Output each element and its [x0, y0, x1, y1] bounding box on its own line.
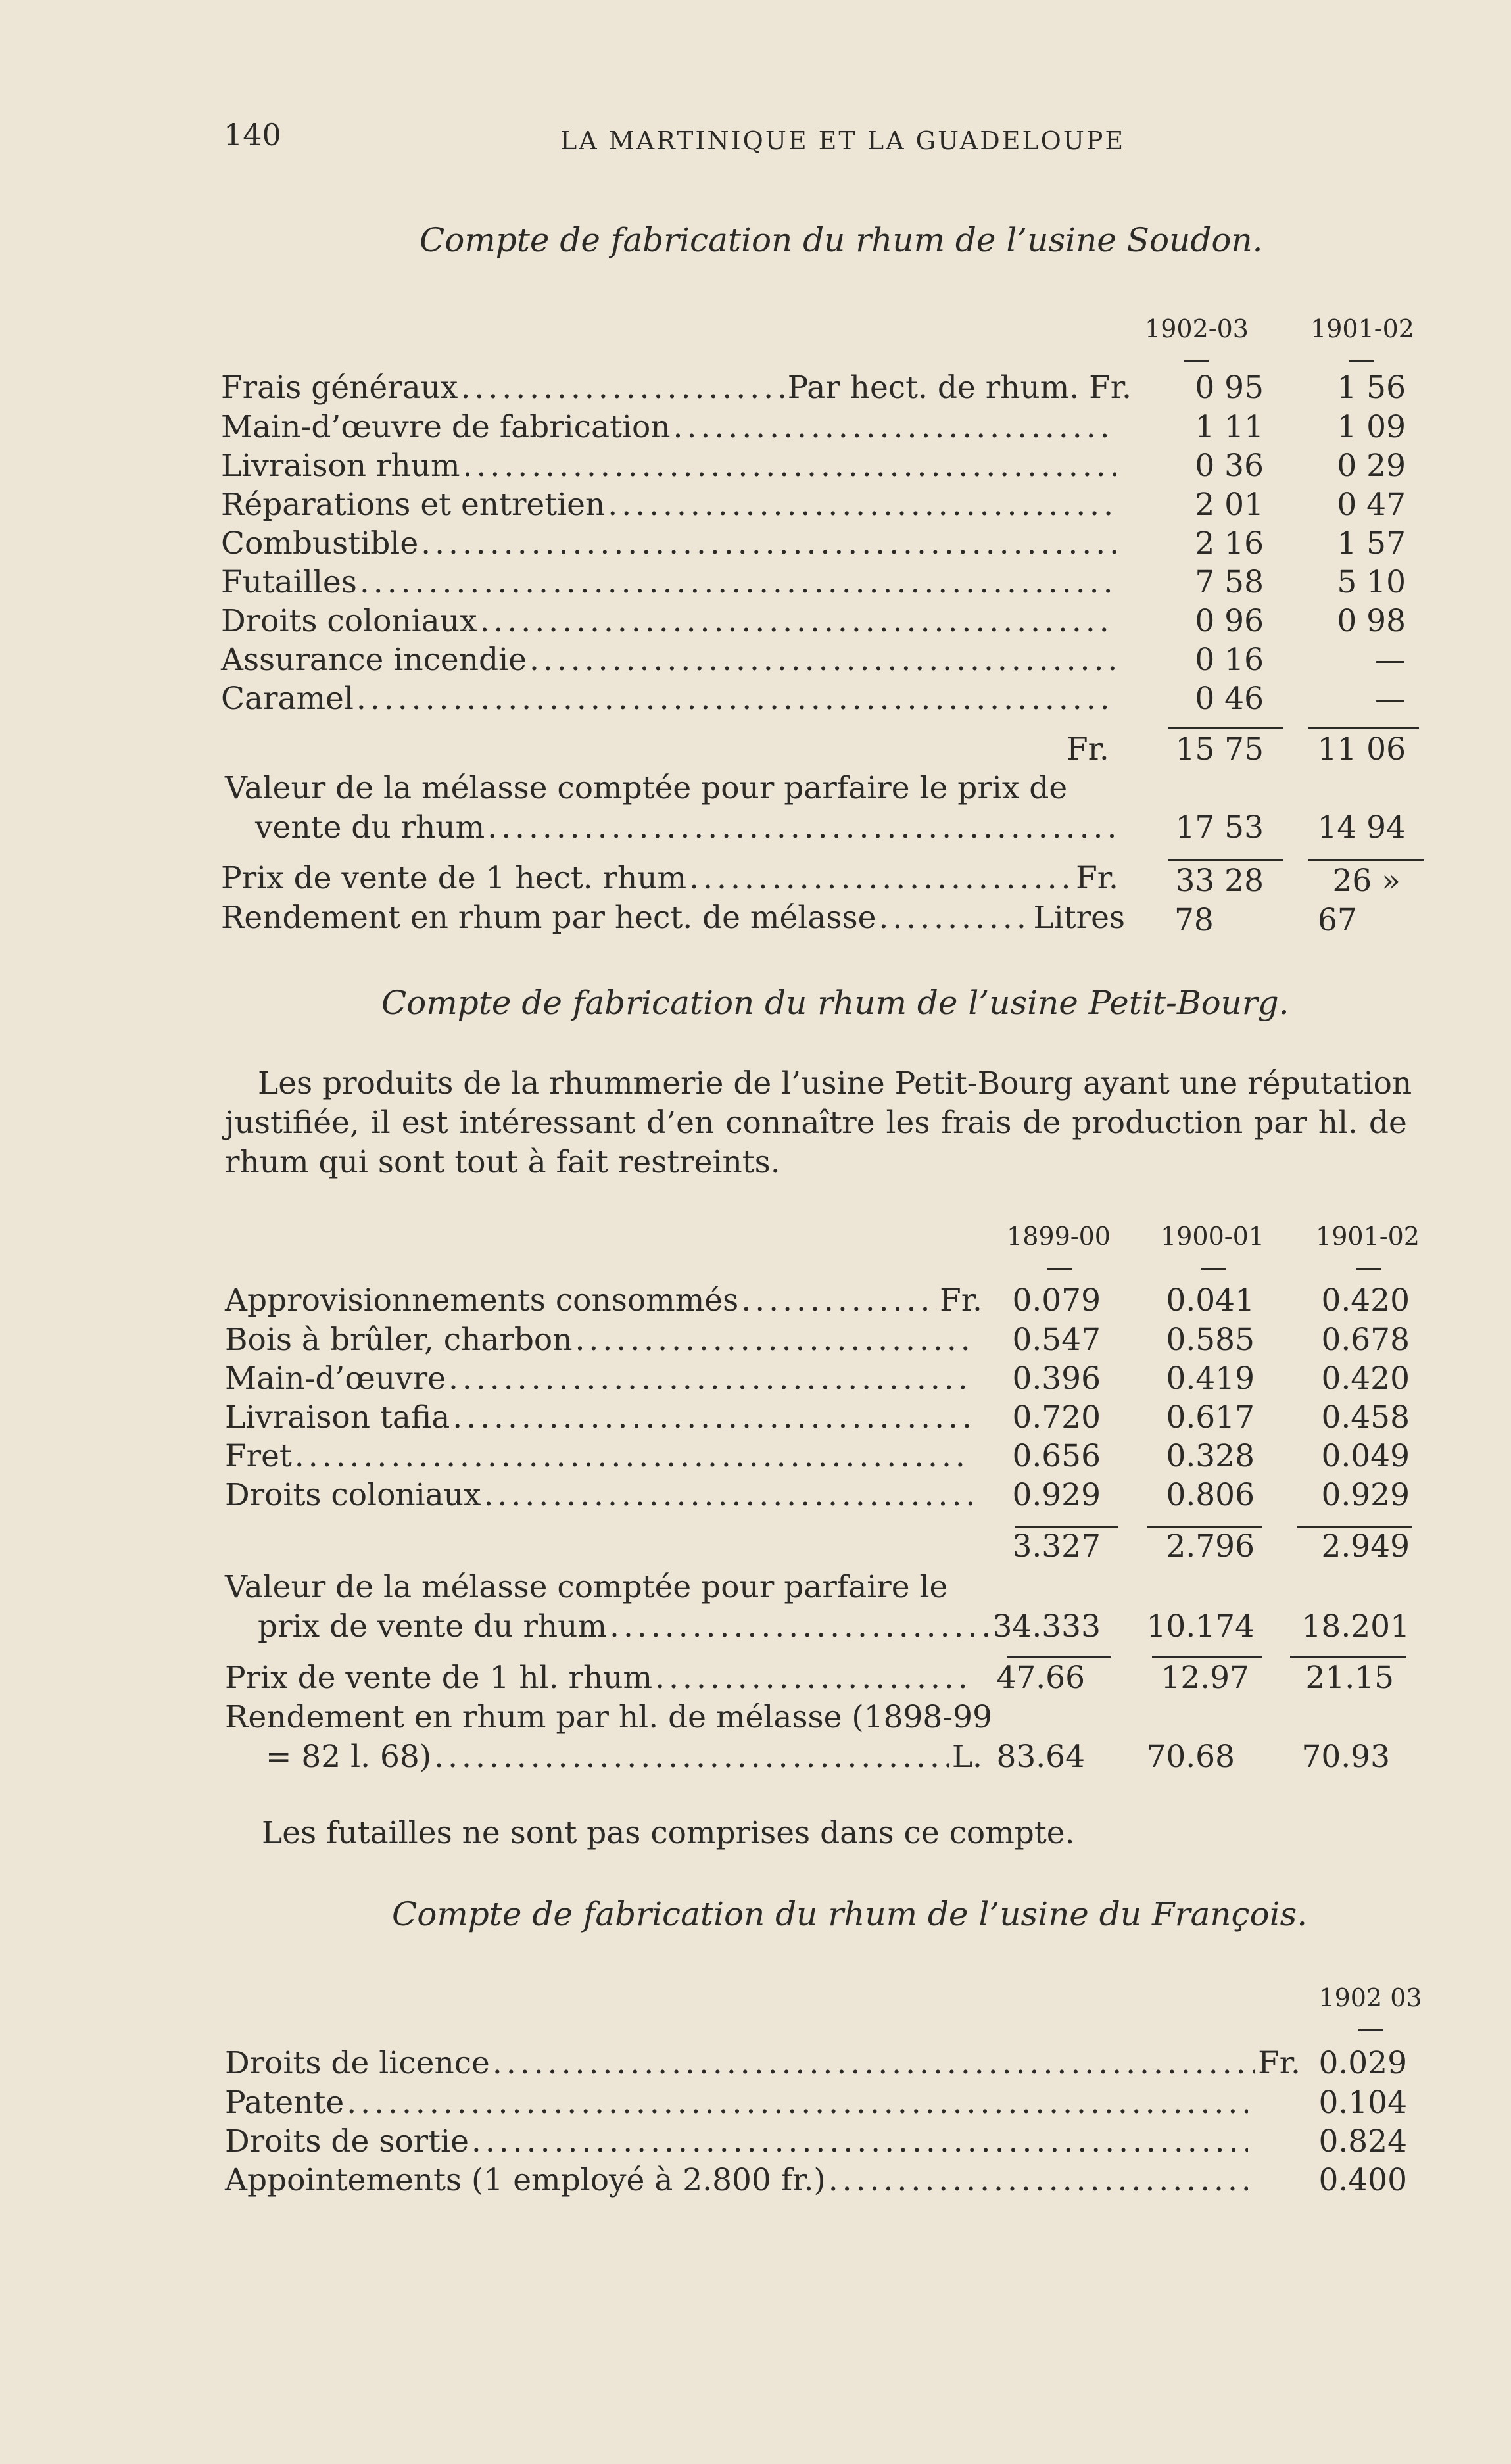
table-cell: 0.929 — [1012, 1477, 1101, 1513]
table-cell: — — [1375, 681, 1406, 717]
row-label: Droits de sortie — [225, 2123, 469, 2160]
row-label: vente du rhum — [255, 809, 485, 846]
table-row-label — [266, 1739, 982, 1775]
table-row-label — [225, 1399, 974, 1436]
row-label: Bois à brûler, charbon — [225, 1322, 573, 1358]
table-row-label — [221, 860, 1118, 896]
table-row-label — [221, 642, 1118, 678]
total-rule — [1290, 1656, 1406, 1658]
table-row-label — [225, 1477, 974, 1513]
row-label: Livraison tafia — [225, 1399, 450, 1436]
total-cell: 2.796 — [1166, 1528, 1255, 1564]
table-cell: 0 36 — [1195, 448, 1264, 484]
footnote: Les futailles ne sont pas comprises dans ce compte. — [262, 1815, 1075, 1851]
column-header: 1902 03 — [1318, 1983, 1422, 2012]
table-row-label — [225, 1438, 974, 1474]
table-row-label — [221, 603, 1118, 639]
row-label: Frais généraux — [221, 370, 458, 406]
intro-paragraph-line: rhum qui sont tout à fait restreints. — [225, 1144, 780, 1180]
table-cell: 1 56 — [1337, 370, 1406, 406]
total-cell: 2.949 — [1321, 1528, 1410, 1564]
table-cell: 0.585 — [1166, 1322, 1255, 1358]
section-caption-soudon: Compte de fabrication du rhum de l’usine Soudon. — [420, 221, 1263, 259]
column-header: 1901-02 — [1316, 1222, 1420, 1251]
table-cell: 1 11 — [1195, 409, 1264, 445]
row-label: Futailles — [221, 564, 357, 600]
table-row-label — [221, 487, 1118, 523]
table-cell: 0.104 — [1318, 2085, 1407, 2121]
table-cell: 0 95 — [1195, 370, 1264, 406]
intro-paragraph-line: justifiée, il est intéressant d’en connaître les frais de production par hl. de — [225, 1105, 1407, 1141]
table-cell: 0.547 — [1012, 1322, 1101, 1358]
row-label: Main-d’œuvre — [225, 1361, 446, 1397]
table-row-label — [225, 2045, 1301, 2081]
table-cell: 26 » — [1332, 863, 1401, 899]
table-cell: 0 46 — [1195, 681, 1264, 717]
row-label: Main-d’œuvre de fabrication — [221, 409, 671, 445]
table-cell: 0.079 — [1012, 1282, 1101, 1318]
table-cell: 1 09 — [1337, 409, 1406, 445]
intro-paragraph-line: Les produits de la rhummerie de l’usine Petit-Bourg ayant une réputation — [258, 1065, 1412, 1101]
table-cell: 0.929 — [1321, 1477, 1410, 1513]
table-cell: 14 94 — [1317, 809, 1406, 846]
table-row-label — [225, 1361, 974, 1397]
table-cell: 0.678 — [1321, 1322, 1410, 1358]
row-label: Prix de vente de 1 hl. rhum — [225, 1660, 653, 1696]
total-cell: 15 75 — [1175, 731, 1264, 767]
row-label: = 82 l. 68) — [266, 1739, 432, 1775]
row-label: prix de vente du rhum — [258, 1608, 608, 1645]
table-row-label — [225, 1322, 974, 1358]
table-cell: 0.420 — [1321, 1361, 1410, 1397]
table-cell: 78 — [1174, 902, 1214, 938]
table-cell: 10.174 — [1146, 1608, 1255, 1645]
total-rule — [1297, 1526, 1412, 1528]
table-cell: 0 16 — [1195, 642, 1264, 678]
total-rule — [1007, 1656, 1111, 1658]
table-cell: 2 01 — [1195, 487, 1264, 523]
table-cell: 18.201 — [1301, 1608, 1410, 1645]
row-label: Droits coloniaux — [221, 603, 477, 639]
row-label: Patente — [225, 2085, 345, 2121]
header-dash — [1184, 360, 1209, 362]
row-unit: Litres — [1033, 900, 1125, 936]
table-cell: 0 98 — [1337, 603, 1406, 639]
table-cell: 83.64 — [996, 1739, 1085, 1775]
table-cell: 47.66 — [996, 1660, 1085, 1696]
table-cell: 2 16 — [1195, 525, 1264, 562]
running-title: LA MARTINIQUE ET LA GUADELOUPE — [560, 126, 1126, 155]
header-dash — [1358, 2029, 1383, 2031]
table-cell: 70.93 — [1301, 1739, 1390, 1775]
row-unit: Fr. — [940, 1282, 982, 1318]
table-row-label — [221, 900, 1125, 936]
table-cell: 0.824 — [1318, 2123, 1407, 2160]
table-cell: 12.97 — [1161, 1660, 1249, 1696]
row-label: Livraison rhum — [221, 448, 460, 484]
table-cell: 0.617 — [1166, 1399, 1255, 1436]
table-cell: 67 — [1318, 902, 1357, 938]
table-cell: 0.656 — [1012, 1438, 1101, 1474]
rendement-label-line1: Rendement en rhum par hl. de mélasse (1898-99 — [225, 1699, 992, 1735]
header-dash — [1349, 360, 1374, 362]
total-rule — [1168, 727, 1283, 729]
header-dash — [1047, 1268, 1072, 1270]
table-cell: 0.720 — [1012, 1399, 1101, 1436]
total-rule — [1015, 1526, 1118, 1528]
row-label: Approvisionnements consommés — [225, 1282, 739, 1318]
table-cell: 0.420 — [1321, 1282, 1410, 1318]
table-row-label — [221, 564, 1118, 600]
table-cell: 0.041 — [1166, 1282, 1255, 1318]
column-header: 1900-01 — [1161, 1222, 1264, 1251]
table-row-label — [225, 2085, 1251, 2121]
table-row-label — [225, 1660, 974, 1696]
melasse-label-line1: Valeur de la mélasse comptée pour parfaire le prix de — [225, 770, 1068, 806]
table-cell: 70.68 — [1146, 1739, 1235, 1775]
column-header: 1902-03 — [1145, 314, 1249, 343]
table-cell: 0 96 — [1195, 603, 1264, 639]
table-cell: 0.419 — [1166, 1361, 1255, 1397]
row-unit: Fr. — [1076, 860, 1118, 896]
melasse-label-line1: Valeur de la mélasse comptée pour parfaire le — [225, 1569, 948, 1605]
total-cell: 11 06 — [1317, 731, 1406, 767]
section-caption-petit-bourg: Compte de fabrication du rhum de l’usine Petit-Bourg. — [381, 984, 1289, 1022]
table-row-label — [225, 2123, 1251, 2160]
row-label: Droits de licence — [225, 2045, 490, 2081]
table-cell: 0 29 — [1337, 448, 1406, 484]
table-cell: 7 58 — [1195, 564, 1264, 600]
row-unit: L. — [951, 1739, 982, 1775]
table-cell: 0.400 — [1318, 2162, 1407, 2198]
table-cell: 17 53 — [1175, 809, 1264, 846]
row-label: Rendement en rhum par hect. de mélasse — [221, 900, 876, 936]
table-cell: — — [1375, 642, 1406, 678]
column-header: 1899-00 — [1007, 1222, 1111, 1251]
table-row-label — [221, 409, 1118, 445]
row-unit: Par hect. de rhum. Fr. — [787, 370, 1132, 406]
table-cell: 0.806 — [1166, 1477, 1255, 1513]
table-cell: 0 47 — [1337, 487, 1406, 523]
table-cell: 5 10 — [1337, 564, 1406, 600]
table-row-label — [225, 1282, 982, 1318]
total-rule — [1168, 859, 1283, 861]
table-row-label — [255, 809, 1118, 846]
table-cell: 33 28 — [1175, 863, 1264, 899]
total-rule — [1152, 1656, 1262, 1658]
row-label: Appointements (1 employé à 2.800 fr.) — [225, 2162, 826, 2198]
table-row-label — [258, 1608, 994, 1645]
section-caption-francois: Compte de fabrication du rhum de l’usine du François. — [392, 1895, 1308, 1933]
row-label: Combustible — [221, 525, 419, 562]
total-unit: Fr. — [1067, 731, 1109, 767]
table-row-label — [221, 525, 1118, 562]
row-label: Caramel — [221, 681, 354, 717]
table-row-label — [221, 681, 1118, 717]
table-cell: 34.333 — [992, 1608, 1101, 1645]
table-cell: 0.049 — [1321, 1438, 1410, 1474]
table-cell: 1 57 — [1337, 525, 1406, 562]
page-number: 140 — [224, 117, 281, 153]
table-cell: 0.029 — [1318, 2045, 1407, 2081]
row-label: Réparations et entretien — [221, 487, 606, 523]
header-dash — [1201, 1268, 1226, 1270]
total-rule — [1147, 1526, 1262, 1528]
total-rule — [1308, 727, 1419, 729]
row-label: Assurance incendie — [221, 642, 527, 678]
table-cell: 0.396 — [1012, 1361, 1101, 1397]
row-label: Droits coloniaux — [225, 1477, 481, 1513]
row-label: Fret — [225, 1438, 292, 1474]
table-cell: 0.458 — [1321, 1399, 1410, 1436]
total-rule — [1308, 859, 1424, 861]
total-cell: 3.327 — [1012, 1528, 1101, 1564]
header-dash — [1356, 1268, 1381, 1270]
table-row-label — [221, 370, 1132, 406]
table-row-label — [221, 448, 1118, 484]
table-cell: 0.328 — [1166, 1438, 1255, 1474]
row-label: Prix de vente de 1 hect. rhum — [221, 860, 687, 896]
column-header: 1901-02 — [1310, 314, 1414, 343]
table-row-label — [225, 2162, 1251, 2198]
table-cell: 21.15 — [1305, 1660, 1394, 1696]
row-unit: Fr. — [1258, 2045, 1301, 2081]
